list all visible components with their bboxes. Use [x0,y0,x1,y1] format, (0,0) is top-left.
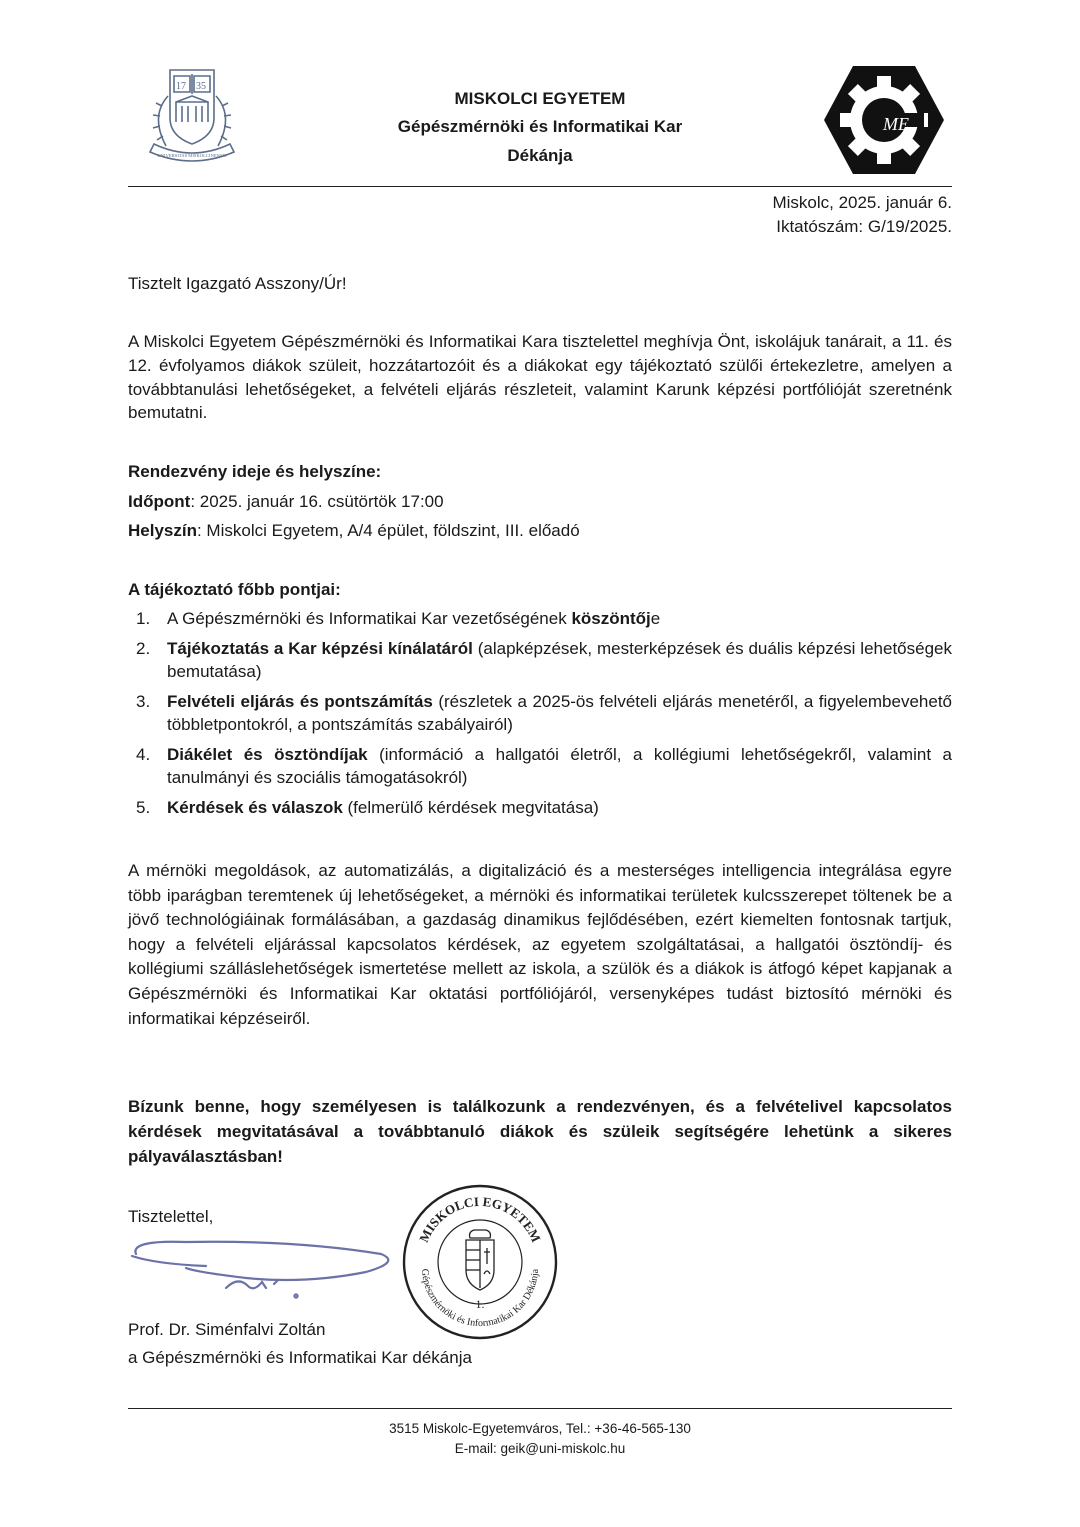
agenda-item [128,743,952,789]
header-divider [128,186,952,187]
main-paragraph: A mérnöki megoldások, az automatizálás, a digitalizáció és a mesterséges intelligencia integrálása egyre több iparágban teremtenek új lehetőségeket, a mérnöki és informatikai területek kulcsszerepet töltenek be a jövő technológiáinak formálásában, a gazdaság dinamikus fejlődésében, ezért kiemelten fontosnak tartjuk, hogy a felvételi eljárással kapcsolatos kérdések, az egyetem szolgáltatásai, a hallgatói ösztöndíj- és kollégiumi szálláslehetőségek ismertetése mellett az iskola, a szülök és a diákok is átfogó képet kapjanak a Gépészmérnöki és Informatikai Kar oktatási portfóliójáról, versenyképes tudást biztosító mérnöki és informatikai képzéseiről. [128,861,952,1028]
agenda-item-rest: (információ a hallgatói életről, a kollégiumi lehetőségekről, valamint a tanulmányi és szociális támogatásokról) [167,745,952,787]
university-crest-logo [140,66,244,166]
signer-name: Prof. Dr. Siménfalvi Zoltán [128,1320,326,1339]
agenda-item [128,796,952,819]
event-place-label: Helyszín [128,521,197,540]
event-heading: Rendezvény ideje és helyszíne: [128,462,382,481]
faculty-name: Gépészmérnöki és Informatikai Kar [397,117,683,136]
crest-banner-text: UNIVERSITAS MISKOLCINENSIS [157,153,227,158]
footer-email: E-mail: geik@uni-miskolc.hu [454,1441,626,1456]
event-time [128,490,952,514]
coat-of-arms-icon [466,1230,494,1290]
crest-year-right: 35 [196,81,206,92]
agenda-list [128,607,952,826]
event-time-label: Időpont [128,492,191,511]
agenda-item [128,637,952,683]
agenda-item [128,690,952,736]
university-name: MISKOLCI EGYETEM [454,89,626,108]
office-name: Dékánja [507,146,573,165]
stamp-number: 1. [475,1297,485,1311]
footer-address: 3515 Miskolc-Egyetemváros, Tel.: +36-46-565-130 [389,1421,691,1436]
agenda-item-bold: Felvételi eljárás és pontszámítás [167,692,433,711]
regards: Tisztelettel, [128,1207,214,1226]
signature [126,1232,398,1306]
signer-title: a Gépészmérnöki és Informatikai Kar dékánja [128,1348,472,1367]
agenda-item-rest: (felmerülő kérdések megvitatása) [342,798,599,817]
agenda-item-bold: Kérdések és válaszok [167,798,343,817]
agenda-item-rest: (alapképzések, mesterképzések és duális képzési lehetőségek bemutatása) [167,639,952,681]
agenda-item-number: 4. [136,745,151,764]
agenda-heading: A tájékoztató főbb pontjai: [128,580,341,599]
event-time-value: : 2025. január 16. csütörtök 17:00 [190,492,444,511]
stamp-top-text: MISKOLCI EGYETEM [416,1193,544,1245]
event-place-value: : Miskolci Egyetem, A/4 épület, földszint, III. előadó [196,521,580,540]
agenda-item-number: 1. [136,609,151,628]
closing-paragraph: Bízunk benne, hogy személyesen is találkozunk a rendezvényen, és a felvételivel kapcsolatos kérdések megvitatásával a továbbtanuló diákok és szüleik segítségére lehetünk a sikeres pályaválasztásban! [128,1097,952,1166]
stamp-bottom-text: Gépészmérnöki és Informatikai Kar Dékánja [418,1268,542,1330]
footer-divider [128,1408,952,1409]
agenda-item-bold: köszöntőj [571,609,651,628]
intro-paragraph: A Miskolci Egyetem Gépészmérnöki és Informatikai Kara tisztelettel meghívja Önt, iskolájuk tanárait, a 11. és 12. évfolyamos diákok szüleit, hozzátartozóit és a diákokat egy tájékoztató szülői értekezletre, amelyen a továbbtanulási lehetőségeket, a felvételi eljárás részleteit, valamint Karunk képzési portfólióját szeretnénk bemutatni. [128,332,952,423]
agenda-item-number: 5. [136,798,151,817]
agenda-item-number: 2. [136,639,151,658]
agenda-item-number: 3. [136,692,151,711]
agenda-item [128,607,952,630]
agenda-item-rest: e [650,609,661,628]
agenda-item-text: A Gépészmérnöki és Informatikai Kar vezetőségének [167,609,572,628]
agenda-item-rest: (részletek a 2025-ös felvételi eljárás menetéről, a figyelembevehető többletpontokról, a pontszámítás szabályairól) [167,692,953,734]
file-number: Iktatószám: G/19/2025. [776,217,952,236]
place-date: Miskolc, 2025. január 6. [772,193,952,212]
event-place [128,519,952,543]
agenda-item-bold: Tájékoztatás a Kar képzési kínálatáról [167,639,473,658]
faculty-logo-text: ME [883,114,909,134]
salutation: Tisztelt Igazgató Asszony/Úr! [128,274,347,293]
crest-year-left: 17 [176,81,186,92]
agenda-item-bold: Diákélet és ösztöndíjak [167,745,368,764]
faculty-gear-logo [822,64,946,176]
